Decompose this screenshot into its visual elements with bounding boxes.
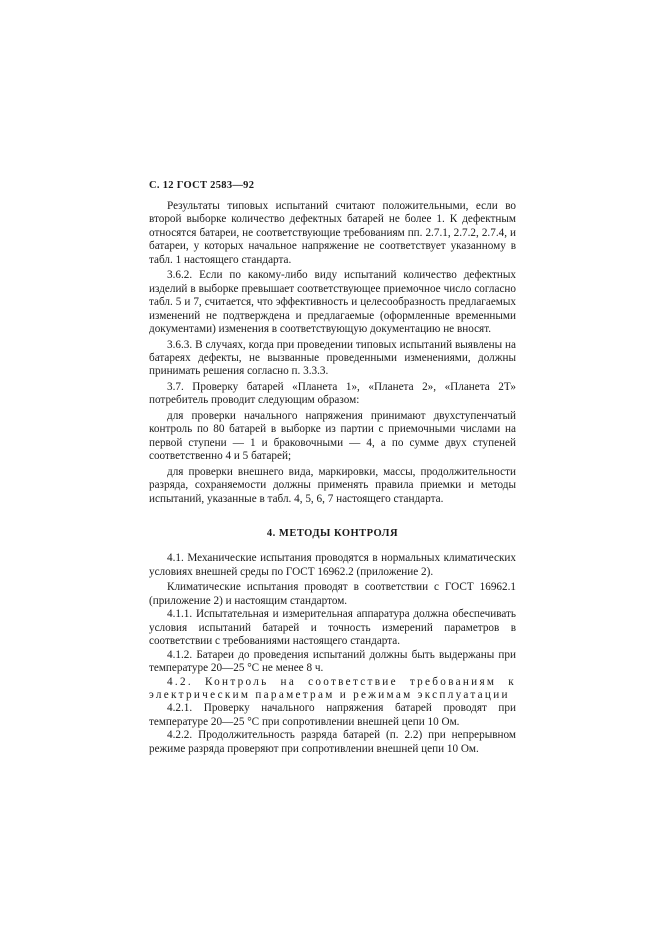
paragraph: для проверки начального напряжения принимают двухступенчатый контроль по 80 батарей в выборке из партии с приемочными числами на первой ступени — 1 и браковочными — 4, а по сумме двух ступеней соответственно 4 и 5 батарей; bbox=[149, 409, 516, 463]
paragraph: 3.6.3. В случаях, когда при проведении типовых испытаний выявлены на батареях дефекты, не вызванные проведенными изменениями, должны принимать решения согласно п. 3.3.3. bbox=[149, 338, 516, 378]
paragraph: Результаты типовых испытаний считают положительными, если во второй выборке количество дефектных батарей не более 1. К дефектным относятся батареи, не соответствующие требованиям пп. 2.7.1, 2.7.2, 2.7.4, и батареи, у которых начальное напряжение не соответствует указанному в табл. 1 настоящего стандарта. bbox=[149, 200, 516, 266]
paragraph: 4.1.2. Батареи до проведения испытаний должны быть выдержаны при температуре 20—25 °С не менее 8 ч. bbox=[149, 648, 516, 675]
paragraph: 3.7. Проверку батарей «Планета 1», «Планета 2», «Планета 2Т» потребитель проводит следующим образом: bbox=[149, 380, 516, 407]
paragraph: 4.2.1. Проверку начального напряжения батарей проводят при температуре 20—25 °С при сопротивлении внешней цепи 10 Ом. bbox=[149, 702, 516, 728]
paragraph: Климатические испытания проводят в соответствии с ГОСТ 16962.1 (приложение 2) и настоящим стандартом. bbox=[149, 581, 516, 607]
section-heading: 4. МЕТОДЫ КОНТРОЛЯ bbox=[266, 527, 399, 539]
paragraph: 4.2.2. Продолжительность разряда батарей (п. 2.2) при непрерывном режиме разряда проверяют при сопротивлении внешней цепи 10 Ом. bbox=[149, 729, 516, 755]
running-head: С. 12 ГОСТ 2583—92 bbox=[149, 180, 255, 191]
paragraph: 4.1. Механические испытания проводятся в нормальных климатических условиях внешней среды по ГОСТ 16962.2 (приложение 2). bbox=[149, 552, 516, 578]
spaced-subheading: 4.2. Контроль на соответствие требованиям к электрическим параметрам и режимам эксплуатации bbox=[149, 675, 516, 701]
paragraph: для проверки внешнего вида, маркировки, массы, продолжительности разряда, сохраняемости должны применять правила приемки и методы испытаний, указанные в табл. 4, 5, 6, 7 настоящего стандарта. bbox=[149, 465, 516, 505]
paragraph: 3.6.2. Если по какому-либо виду испытаний количество дефектных изделий в выборке превышает соответствующее приемочное число согласно табл. 5 и 7, считается, что эффективность и целесообразность предлагаемых изменений не подтверждена и предлагаемые (оформленные временными документами) изменения в соответствующую документацию не вносят. bbox=[149, 269, 516, 336]
body-text bbox=[149, 200, 516, 756]
paragraph: 4.1.1. Испытательная и измерительная аппаратура должна обеспечивать условия испытаний батарей и точность измерений параметров в соответствии с требованиями настоящего стандарта. bbox=[149, 608, 516, 648]
